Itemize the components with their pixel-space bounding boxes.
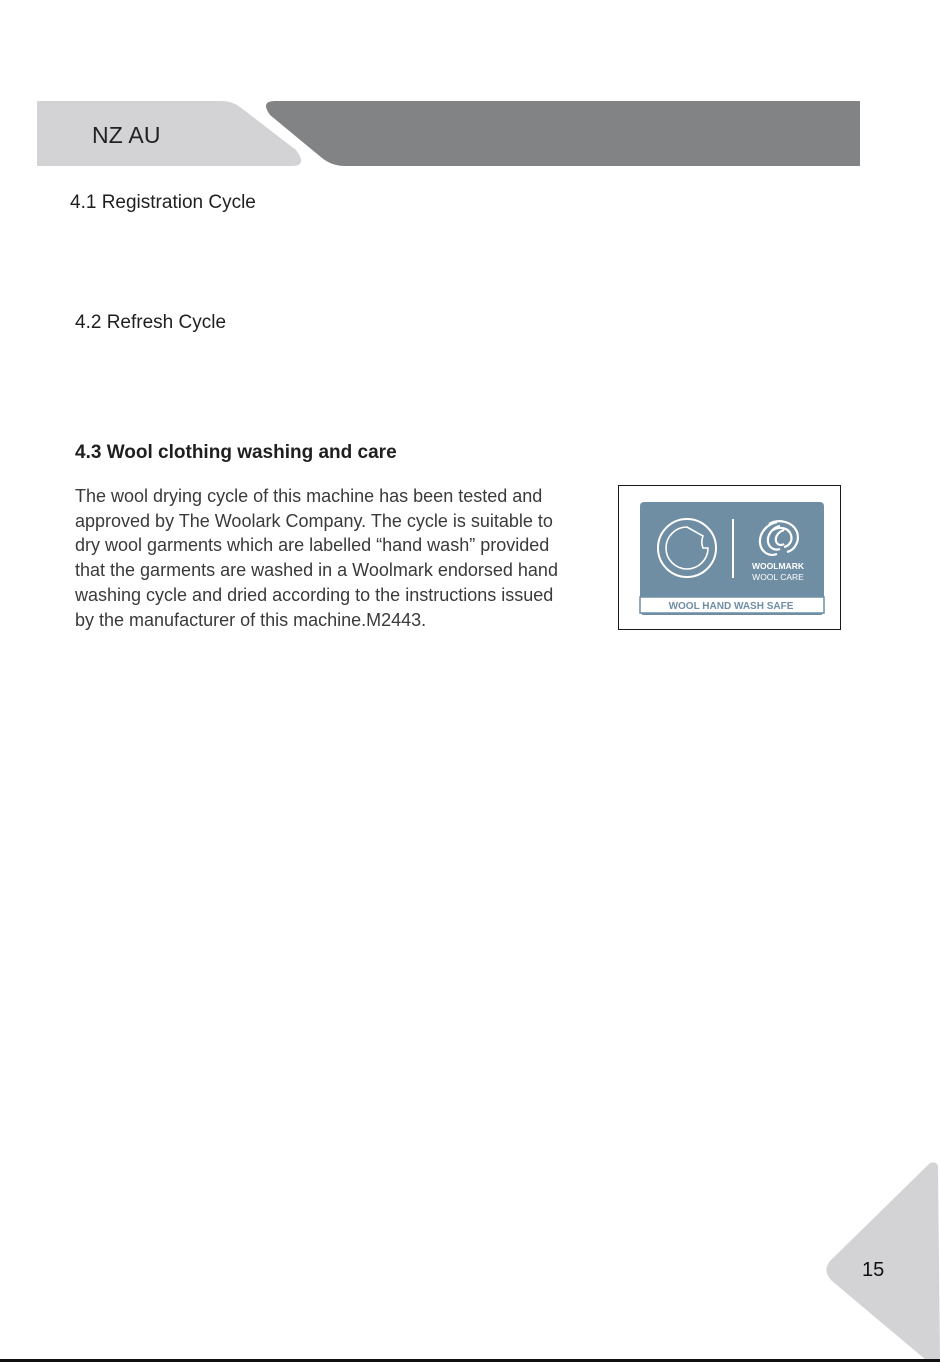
region-label: NZ AU [92, 122, 161, 148]
header-band [0, 0, 940, 180]
paragraph-line: by the manufacturer of this machine.M2443. [75, 609, 427, 630]
woolmark-logo [619, 486, 840, 629]
logo-brand-line2: WOOL CARE [752, 572, 804, 582]
paragraph-line: washing cycle and dried according to the instructions issued [75, 584, 554, 605]
heading-registration-cycle: 4.1 Registration Cycle [70, 192, 256, 213]
region-tab [37, 101, 301, 166]
heading-refresh-cycle: 4.2 Refresh Cycle [75, 312, 227, 333]
logo-brand-line1: WOOLMARK [752, 561, 804, 571]
paragraph-line: dry wool garments which are labelled “hand wash” provided [75, 535, 550, 556]
logo-banner-text: WOOL HAND WASH SAFE [668, 601, 794, 612]
wool-care-paragraph [75, 484, 605, 632]
header-bar [266, 101, 860, 166]
heading-wool-care: 4.3 Wool clothing washing and care [75, 442, 397, 463]
paragraph-line: The wool drying cycle of this machine has been tested and [75, 486, 543, 506]
page-number: 15 [862, 1259, 885, 1281]
paragraph-line: approved by The Woolark Company. The cycle is suitable to [75, 510, 553, 531]
paragraph-line: that the garments are washed in a Woolmark endorsed hand [75, 560, 558, 581]
woolmark-logo-frame [618, 485, 841, 630]
